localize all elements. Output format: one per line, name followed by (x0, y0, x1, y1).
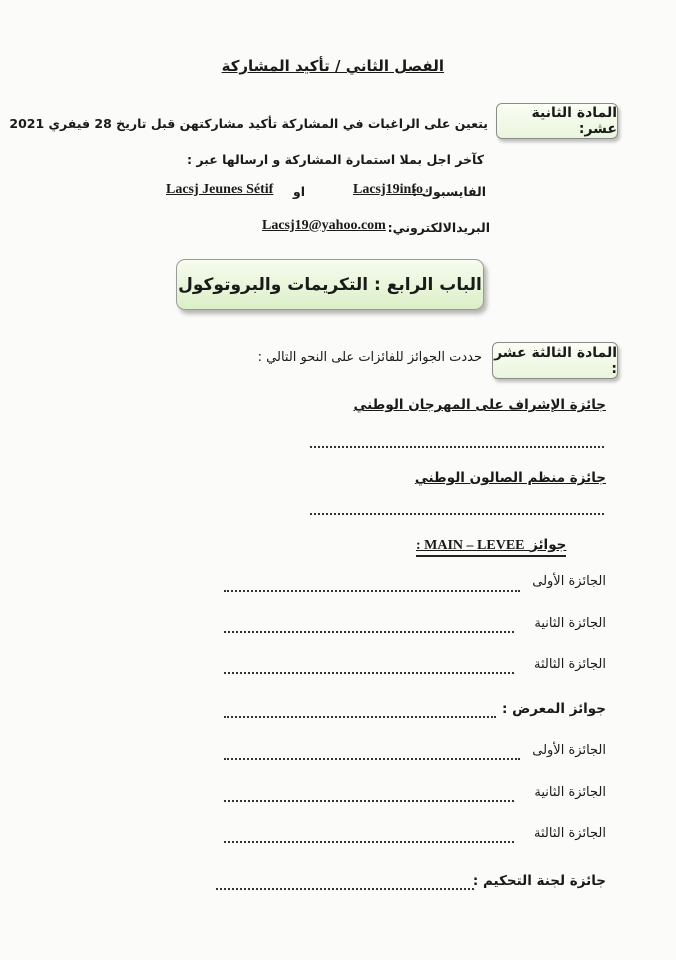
chapter-4-heading (176, 259, 484, 310)
exhibition-prizes: جوائز المعرض : (501, 701, 606, 717)
main-levee-third-blank (224, 672, 514, 674)
supervision-prize-blank (310, 446, 604, 448)
article-12-line2: كآخر اجل بملا استمارة المشاركة و ارسالها عبر : (186, 152, 484, 167)
main-levee-third: الجائزة الثالثة (534, 657, 606, 672)
article-12-label-text: المادة الثانية عشر: (531, 105, 617, 137)
organizer-prize-blank (310, 513, 604, 515)
article-12-label (496, 103, 618, 139)
main-levee-second-blank (224, 631, 514, 633)
page-title: الفصل الثاني / تأكيد المشاركة (221, 57, 444, 75)
main-levee-ar: جوائز (530, 537, 567, 553)
exhibition-first-blank (224, 758, 520, 760)
main-levee-second: الجائزة الثانية (534, 616, 606, 631)
article-12-line1: يتعين على الراغبات في المشاركة تأكيد مشاركتهن قبل تاريخ 28 فيفري 2021 (9, 116, 488, 131)
article-13-label-text: المادة الثالثة عشر : (494, 344, 617, 377)
main-levee-heading (416, 534, 566, 557)
article-13-label (492, 342, 618, 379)
article-13-text: حددت الجوائز للفائزات على النحو التالي : (257, 350, 482, 365)
email-address: Lacsj19@yahoo.com (262, 218, 386, 233)
exhibition-third-blank (224, 841, 514, 843)
or-word: او (293, 184, 306, 199)
main-levee-en: : MAIN – LEVEE (416, 538, 525, 553)
organizer-prize: جائزة منظم الصالون الوطني (414, 470, 606, 486)
facebook-page: Lacsj Jeunes Sétif (166, 182, 274, 197)
email-label: البريدالالكتروني: (387, 220, 490, 235)
exhibition-second: الجائزة الثانية (534, 785, 606, 800)
exhibition-second-blank (224, 800, 514, 802)
facebook-label: الفايسبوك : (412, 184, 486, 199)
jury-prize-blank (216, 888, 474, 890)
supervision-prize: جائزة الإشراف على المهرجان الوطني (353, 397, 606, 413)
exhibition-prizes-blank (224, 716, 496, 718)
facebook-handle: Lacsj19info (353, 182, 423, 197)
main-levee-first: الجائزة الأولى (532, 574, 606, 589)
exhibition-first: الجائزة الأولى (532, 743, 606, 758)
exhibition-third: الجائزة الثالثة (534, 826, 606, 841)
main-levee-first-blank (224, 590, 520, 592)
chapter-4-title: الباب الرابع : التكريمات والبروتوكول (178, 274, 482, 295)
jury-prize: جائزة لجنة التحكيم : (472, 873, 606, 889)
